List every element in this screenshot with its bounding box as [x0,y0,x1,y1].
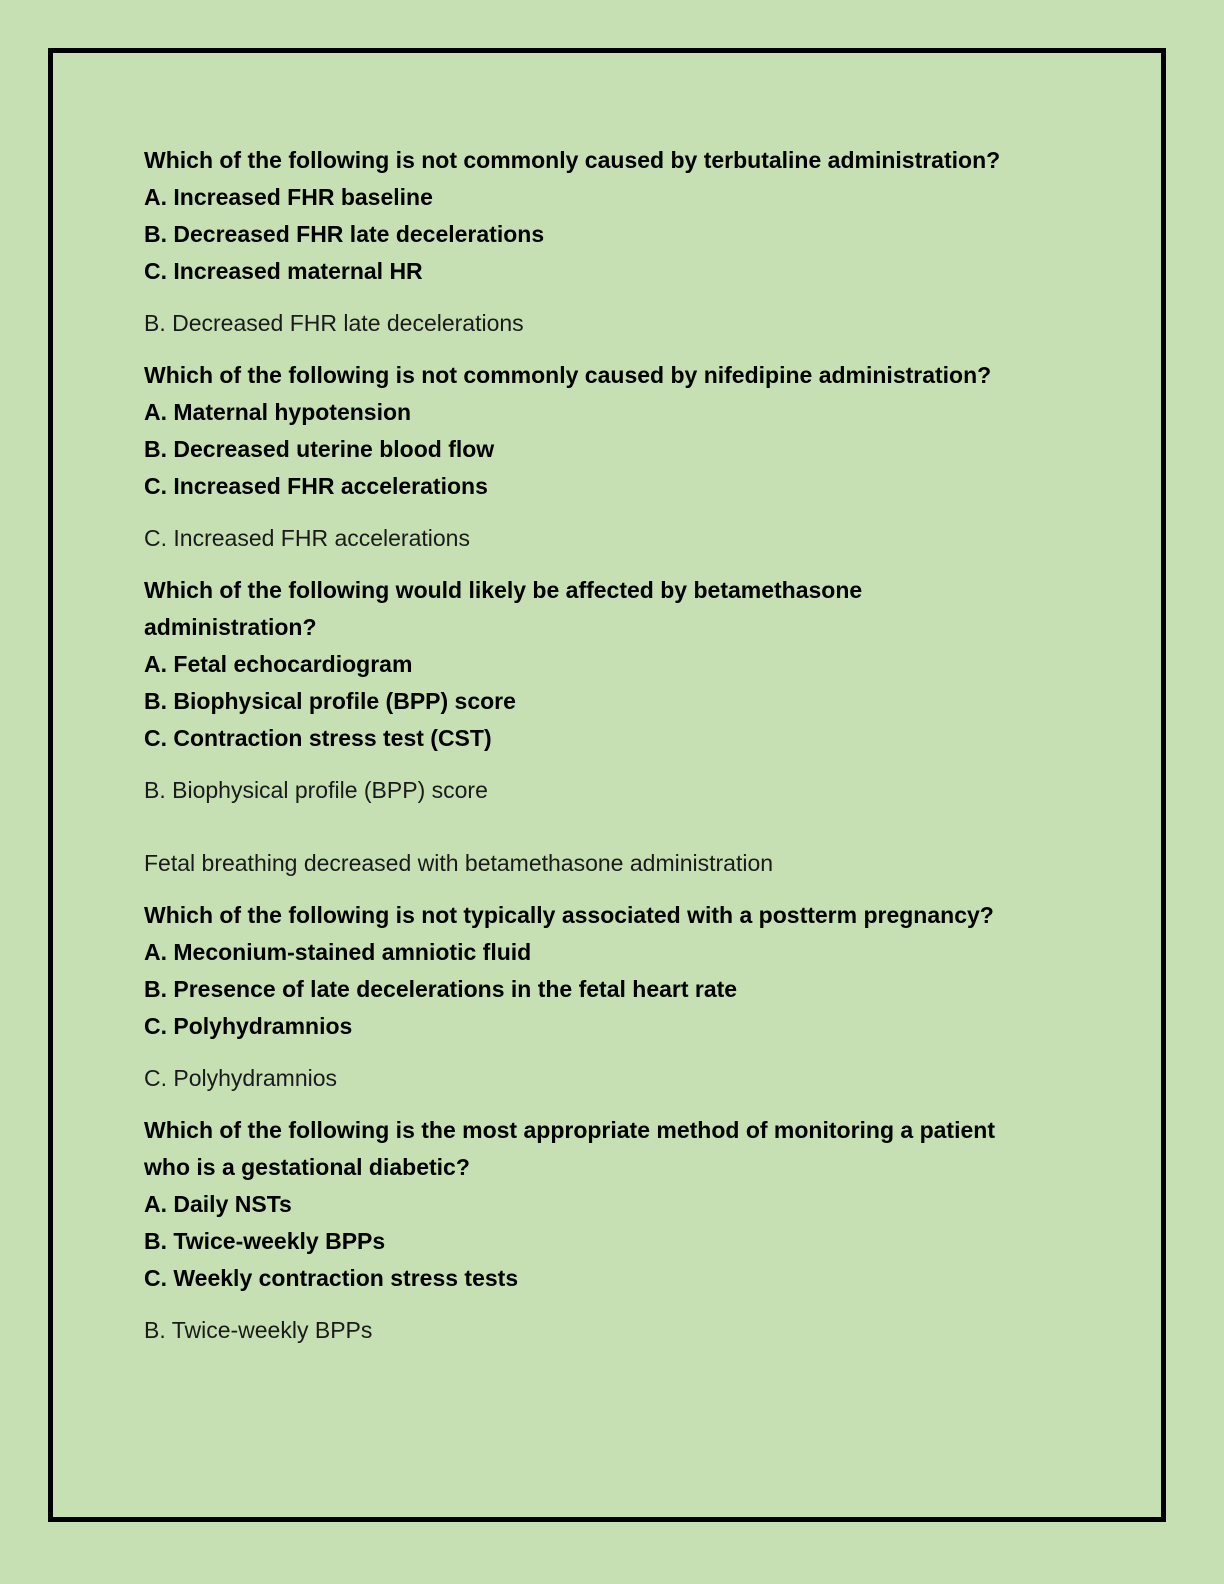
question-block-4 [144,897,1074,1097]
answer-text: C. Increased FHR accelerations [144,525,470,551]
question-text: Which of the following would likely be affected by betamethasone administration? [144,577,863,640]
option-b: B. Decreased uterine blood flow [144,436,495,462]
option-c: C. Contraction stress test (CST) [144,725,492,751]
question-block-3 [144,572,1074,882]
answer-text: B. Twice-weekly BPPs [144,1317,373,1343]
option-c: C. Increased maternal HR [144,258,423,284]
option-b: B. Twice-weekly BPPs [144,1228,386,1254]
question-text: Which of the following is not commonly caused by nifedipine administration? [144,362,992,388]
question-block-2 [144,357,1074,557]
question-text: Which of the following is the most appropriate method of monitoring a patient who is a gestational diabetic? [144,1117,995,1180]
option-b: B. Biophysical profile (BPP) score [144,688,516,714]
question-text: Which of the following is not commonly caused by terbutaline administration? [144,147,1001,173]
option-b: B. Decreased FHR late decelerations [144,221,545,247]
option-c: C. Weekly contraction stress tests [144,1265,519,1291]
option-c: C. Polyhydramnios [144,1013,353,1039]
question-text: Which of the following is not typically associated with a postterm pregnancy? [144,902,994,928]
option-b: B. Presence of late decelerations in the fetal heart rate [144,976,738,1002]
option-a: A. Daily NSTs [144,1191,292,1217]
option-a: A. Meconium-stained amniotic fluid [144,939,532,965]
answer-text: B. Decreased FHR late decelerations [144,310,524,336]
question-block-5 [144,1112,1074,1349]
answer-rationale: Fetal breathing decreased with betamethasone administration [144,850,774,876]
document-content [144,142,1074,1364]
answer-text: B. Biophysical profile (BPP) score [144,777,488,803]
option-a: A. Increased FHR baseline [144,184,433,210]
answer-text: C. Polyhydramnios [144,1065,338,1091]
option-a: A. Maternal hypotension [144,399,412,425]
question-block-1 [144,142,1074,342]
option-c: C. Increased FHR accelerations [144,473,488,499]
option-a: A. Fetal echocardiogram [144,651,413,677]
